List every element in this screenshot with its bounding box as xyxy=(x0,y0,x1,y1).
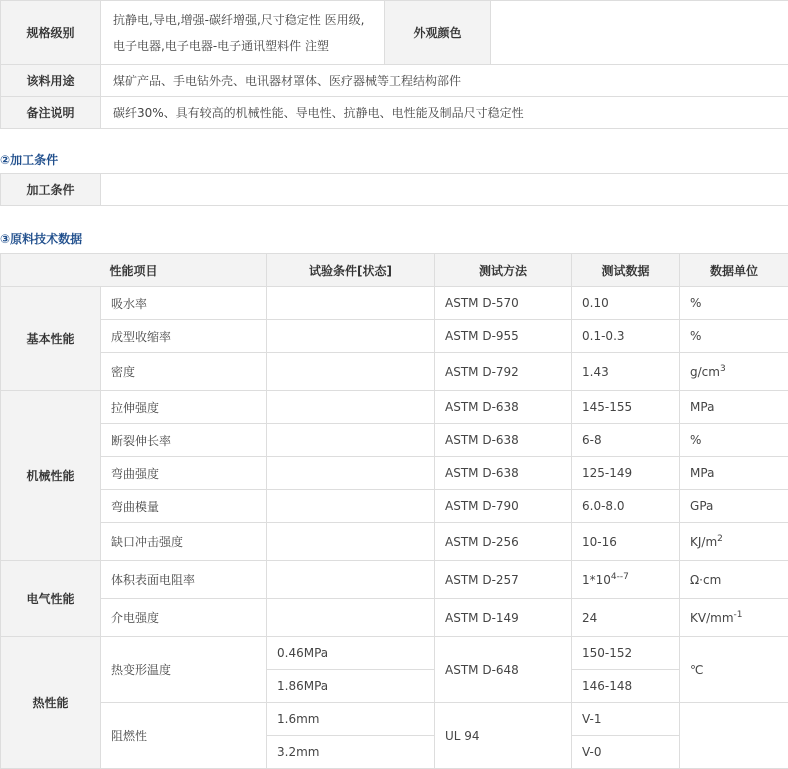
table-row xyxy=(1,561,788,599)
data-unit: ℃ xyxy=(680,637,788,703)
test-data: 24 xyxy=(572,599,680,637)
unit-base: KV/mm xyxy=(690,611,734,625)
table-row xyxy=(1,457,788,490)
table-row xyxy=(1,424,788,457)
test-condition xyxy=(267,490,435,523)
property-name: 热变形温度 xyxy=(101,637,267,703)
header-unit: 数据单位 xyxy=(680,254,788,287)
data-unit: % xyxy=(680,287,788,320)
note-label: 备注说明 xyxy=(1,97,101,129)
test-data: 146-148 xyxy=(572,670,680,703)
grade-value: 抗静电,导电,增强-碳纤增强,尺寸稳定性 医用级,电子电器,电子电器-电子通讯塑料件 注塑 xyxy=(101,1,385,65)
test-condition: 3.2mm xyxy=(267,736,435,769)
processing-section-title: ②加工条件 xyxy=(0,151,58,168)
test-condition: 0.46MPa xyxy=(267,637,435,670)
test-condition xyxy=(267,561,435,599)
test-method: UL 94 xyxy=(435,703,572,769)
property-name: 体积表面电阻率 xyxy=(101,561,267,599)
test-data: 145-155 xyxy=(572,391,680,424)
test-condition xyxy=(267,391,435,424)
table-row xyxy=(1,599,788,637)
property-name: 弯曲强度 xyxy=(101,457,267,490)
data-unit: MPa xyxy=(680,457,788,490)
color-value xyxy=(491,1,788,65)
test-condition: 1.86MPa xyxy=(267,670,435,703)
technical-data-table xyxy=(0,253,788,769)
test-condition xyxy=(267,424,435,457)
category-thermal: 热性能 xyxy=(1,637,101,769)
unit-base: g/cm xyxy=(690,365,720,379)
data-unit: GPa xyxy=(680,490,788,523)
processing-value xyxy=(101,174,788,206)
test-method: ASTM D-648 xyxy=(435,637,572,703)
test-data: 6.0-8.0 xyxy=(572,490,680,523)
header-condition: 试验条件[状态] xyxy=(267,254,435,287)
table-row xyxy=(1,391,788,424)
test-data: 1.43 xyxy=(572,353,680,391)
data-exponent: 4--7 xyxy=(611,572,629,582)
test-method: ASTM D-790 xyxy=(435,490,572,523)
test-data: 0.10 xyxy=(572,287,680,320)
category-electrical: 电气性能 xyxy=(1,561,101,637)
grade-label: 规格级别 xyxy=(1,1,101,65)
test-method: ASTM D-955 xyxy=(435,320,572,353)
table-row xyxy=(1,320,788,353)
processing-table xyxy=(0,173,788,206)
category-basic: 基本性能 xyxy=(1,287,101,391)
property-name: 阻燃性 xyxy=(101,703,267,769)
test-method: ASTM D-570 xyxy=(435,287,572,320)
test-condition xyxy=(267,599,435,637)
property-name: 拉伸强度 xyxy=(101,391,267,424)
table-row xyxy=(1,637,788,670)
test-condition: 1.6mm xyxy=(267,703,435,736)
data-unit: MPa xyxy=(680,391,788,424)
use-value: 煤矿产品、手电钻外壳、电讯器材罩体、医疗器械等工程结构部件 xyxy=(101,65,788,97)
data-unit xyxy=(680,353,788,391)
test-data xyxy=(572,561,680,599)
spec-table xyxy=(0,0,788,129)
data-unit xyxy=(680,523,788,561)
test-method: ASTM D-638 xyxy=(435,391,572,424)
test-method: ASTM D-638 xyxy=(435,424,572,457)
data-unit xyxy=(680,703,788,769)
test-data: V-0 xyxy=(572,736,680,769)
test-method: ASTM D-149 xyxy=(435,599,572,637)
test-method: ASTM D-638 xyxy=(435,457,572,490)
property-name: 断裂伸长率 xyxy=(101,424,267,457)
data-unit: % xyxy=(680,424,788,457)
property-name: 密度 xyxy=(101,353,267,391)
header-data: 测试数据 xyxy=(572,254,680,287)
unit-base: KJ/m xyxy=(690,535,717,549)
test-method: ASTM D-257 xyxy=(435,561,572,599)
note-value: 碳纤30%、具有较高的机械性能、导电性、抗静电、电性能及制品尺寸稳定性 xyxy=(101,97,788,129)
test-condition xyxy=(267,287,435,320)
test-condition xyxy=(267,457,435,490)
unit-exponent: 2 xyxy=(717,534,723,544)
test-condition xyxy=(267,353,435,391)
property-name: 缺口冲击强度 xyxy=(101,523,267,561)
table-row xyxy=(1,287,788,320)
data-base: 1*10 xyxy=(582,573,611,587)
data-unit: % xyxy=(680,320,788,353)
data-unit xyxy=(680,599,788,637)
test-data: V-1 xyxy=(572,703,680,736)
color-label: 外观颜色 xyxy=(385,1,491,65)
table-row xyxy=(1,703,788,736)
table-row xyxy=(1,523,788,561)
property-name: 弯曲模量 xyxy=(101,490,267,523)
test-data: 125-149 xyxy=(572,457,680,490)
data-unit: Ω·cm xyxy=(680,561,788,599)
property-name: 吸水率 xyxy=(101,287,267,320)
test-data: 10-16 xyxy=(572,523,680,561)
test-data: 6-8 xyxy=(572,424,680,457)
header-property: 性能项目 xyxy=(1,254,267,287)
table-row xyxy=(1,353,788,391)
test-data: 0.1-0.3 xyxy=(572,320,680,353)
unit-exponent: 3 xyxy=(720,364,726,374)
test-method: ASTM D-792 xyxy=(435,353,572,391)
test-condition xyxy=(267,320,435,353)
property-name: 介电强度 xyxy=(101,599,267,637)
table-row xyxy=(1,490,788,523)
technical-section-title: ③原料技术数据 xyxy=(0,230,82,247)
property-name: 成型收缩率 xyxy=(101,320,267,353)
test-method: ASTM D-256 xyxy=(435,523,572,561)
processing-label: 加工条件 xyxy=(1,174,101,206)
use-label: 该料用途 xyxy=(1,65,101,97)
unit-exponent: -1 xyxy=(734,610,743,620)
test-condition xyxy=(267,523,435,561)
category-mechanical: 机械性能 xyxy=(1,391,101,561)
test-data: 150-152 xyxy=(572,637,680,670)
header-method: 测试方法 xyxy=(435,254,572,287)
